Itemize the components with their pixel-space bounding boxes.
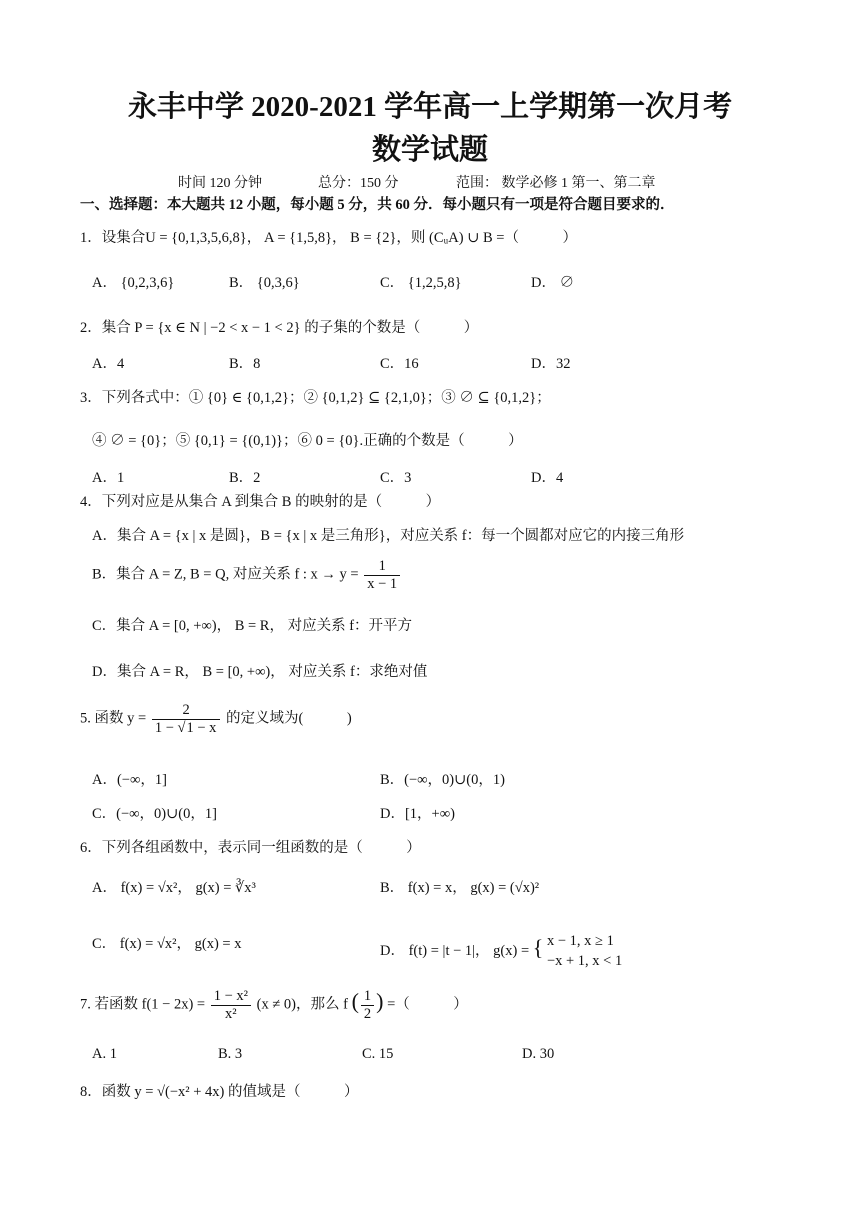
exam-scope: 范围： 数学必修 1 第一、第二章 (456, 176, 656, 191)
fraction-denominator: 2 (363, 1005, 372, 1022)
question-4-option-b-fraction (364, 558, 400, 592)
question-7-option-b: B. 3 (218, 1046, 243, 1062)
question-3-option-d: D．4 (531, 470, 564, 486)
fraction-numerator: 1 (361, 988, 374, 1006)
question-4-option-d: D．集合 A = R， B = [0, +∞)， 对应关系 f：求绝对值 (92, 664, 428, 680)
question-5-option-b: B．(−∞，0)∪(0，1) (380, 772, 505, 788)
question-5-option-a: A．(−∞，1] (92, 772, 167, 788)
question-4-option-b-text: B．集合 A = Z, B = Q, 对应关系 f : x → y = (92, 566, 359, 583)
right-paren: ) (376, 988, 384, 1014)
question-1-option-a: A． {0,2,3,6} (92, 275, 175, 291)
exam-time: 时间 120 分钟 (178, 176, 262, 191)
question-5-prefix: 5. 函数 y = (80, 710, 147, 727)
question-7-fraction (211, 988, 251, 1022)
question-6-option-d (380, 932, 622, 971)
question-5-option-d: D．[1，+∞) (380, 806, 455, 822)
question-7-middle: (x ≠ 0)，那么 f (256, 996, 348, 1013)
question-6-option-c: C． f(x) = √x²， g(x) = x (92, 936, 242, 952)
left-brace: { (532, 934, 544, 960)
question-5-suffix: 的定义域为( ) (226, 710, 352, 727)
question-5-stem (80, 702, 352, 736)
question-2-option-c: C．16 (380, 356, 419, 372)
piecewise-case-1: x − 1, x ≥ 1 (546, 933, 614, 949)
fraction-denominator: 1 − √1 − x (154, 719, 217, 736)
question-4-stem: 4．下列对应是从集合 A 到集合 B 的映射的是（ ） (80, 494, 441, 510)
question-1-option-c: C． {1,2,5,8} (380, 275, 462, 291)
question-7-argument (361, 988, 374, 1022)
denominator-part: 1 − (154, 719, 174, 736)
question-7-prefix: 7. 若函数 f(1 − 2x) = (80, 996, 206, 1013)
question-6-stem: 6．下列各组函数中，表示同一组函数的是（ ） (80, 840, 421, 856)
question-7-stem (80, 988, 468, 1022)
left-paren: ( (351, 988, 359, 1014)
question-7-option-c: C. 15 (362, 1046, 394, 1062)
question-8-stem: 8．函数 y = √(−x² + 4x) 的值域是（ ） (80, 1084, 359, 1100)
question-2-option-a: A．4 (92, 356, 125, 372)
question-5-option-c: C．(−∞，0)∪(0，1] (92, 806, 217, 822)
question-3-option-a: A．1 (92, 470, 125, 486)
question-1-stem: 1．设集合U = {0,1,3,5,6,8}， A = {1,5,8}， B = {2}，则 (CᵤA) ∪ B =（ ） (80, 230, 577, 246)
question-3-option-c: C．3 (380, 470, 412, 486)
question-6-option-b: B． f(x) = x， g(x) = (√x)² (380, 880, 540, 896)
fraction-denominator: x − 1 (367, 575, 398, 592)
question-6-option-d-text: D． f(t) = |t − 1|， g(x) = (380, 942, 530, 959)
exam-title: 永丰中学 2020-2021 学年高一上学期第一次月考 (127, 91, 733, 123)
question-2-option-d: D．32 (531, 356, 571, 372)
section-heading: 一、选择题：本大题共 12 小题，每小题 5 分，共 60 分．每小题只有一项是符合题目要求的． (80, 197, 675, 213)
question-4-option-b (92, 558, 402, 592)
question-7-suffix: =（ ） (387, 996, 468, 1013)
question-4-option-a: A．集合 A = {x | x 是圆}，B = {x | x 是三角形}，对应关系 f：每一个圆都对应它的内接三角形 (92, 528, 685, 544)
question-4-option-c: C．集合 A = [0, +∞)， B = R， 对应关系 f：开平方 (92, 618, 413, 634)
fraction-numerator: 1 − x² (211, 988, 251, 1006)
fraction-numerator: 2 (152, 702, 221, 720)
question-7-option-a: A. 1 (92, 1046, 117, 1062)
question-3-stem-line1: 3．下列各式中：① {0} ∈ {0,1,2}；② {0,1,2} ⊆ {2,1,0}；③ ∅ ⊆ {0,1,2}； (80, 390, 551, 406)
question-1-option-d: D． ∅ (531, 275, 575, 291)
piecewise-case-2: −x + 1, x < 1 (546, 952, 623, 969)
question-3-stem-line2: ④ ∅ = {0}；⑤ {0,1} = {(0,1)}；⑥ 0 = {0}.正确的个数是（ ） (92, 433, 523, 449)
question-2-stem: 2．集合 P = {x ∈ N | −2 < x − 1 < 2} 的子集的个数是（ ） (80, 320, 479, 336)
fraction-numerator: 1 (364, 558, 400, 576)
question-6-option-a: A． f(x) = √x²， g(x) = ∛x³ (92, 880, 256, 896)
question-2-option-b: B．8 (229, 356, 261, 372)
exam-total: 总分：150 分 (318, 176, 399, 191)
radicand: 1 − x (186, 719, 217, 736)
exam-subtitle: 数学试题 (371, 134, 488, 166)
question-3-option-b: B．2 (229, 470, 261, 486)
piecewise-cases (547, 932, 622, 971)
question-7-option-d: D. 30 (522, 1046, 555, 1062)
question-5-fraction (152, 702, 221, 736)
fraction-denominator: x² (225, 1005, 237, 1022)
question-1-option-b: B． {0,3,6} (229, 275, 300, 291)
